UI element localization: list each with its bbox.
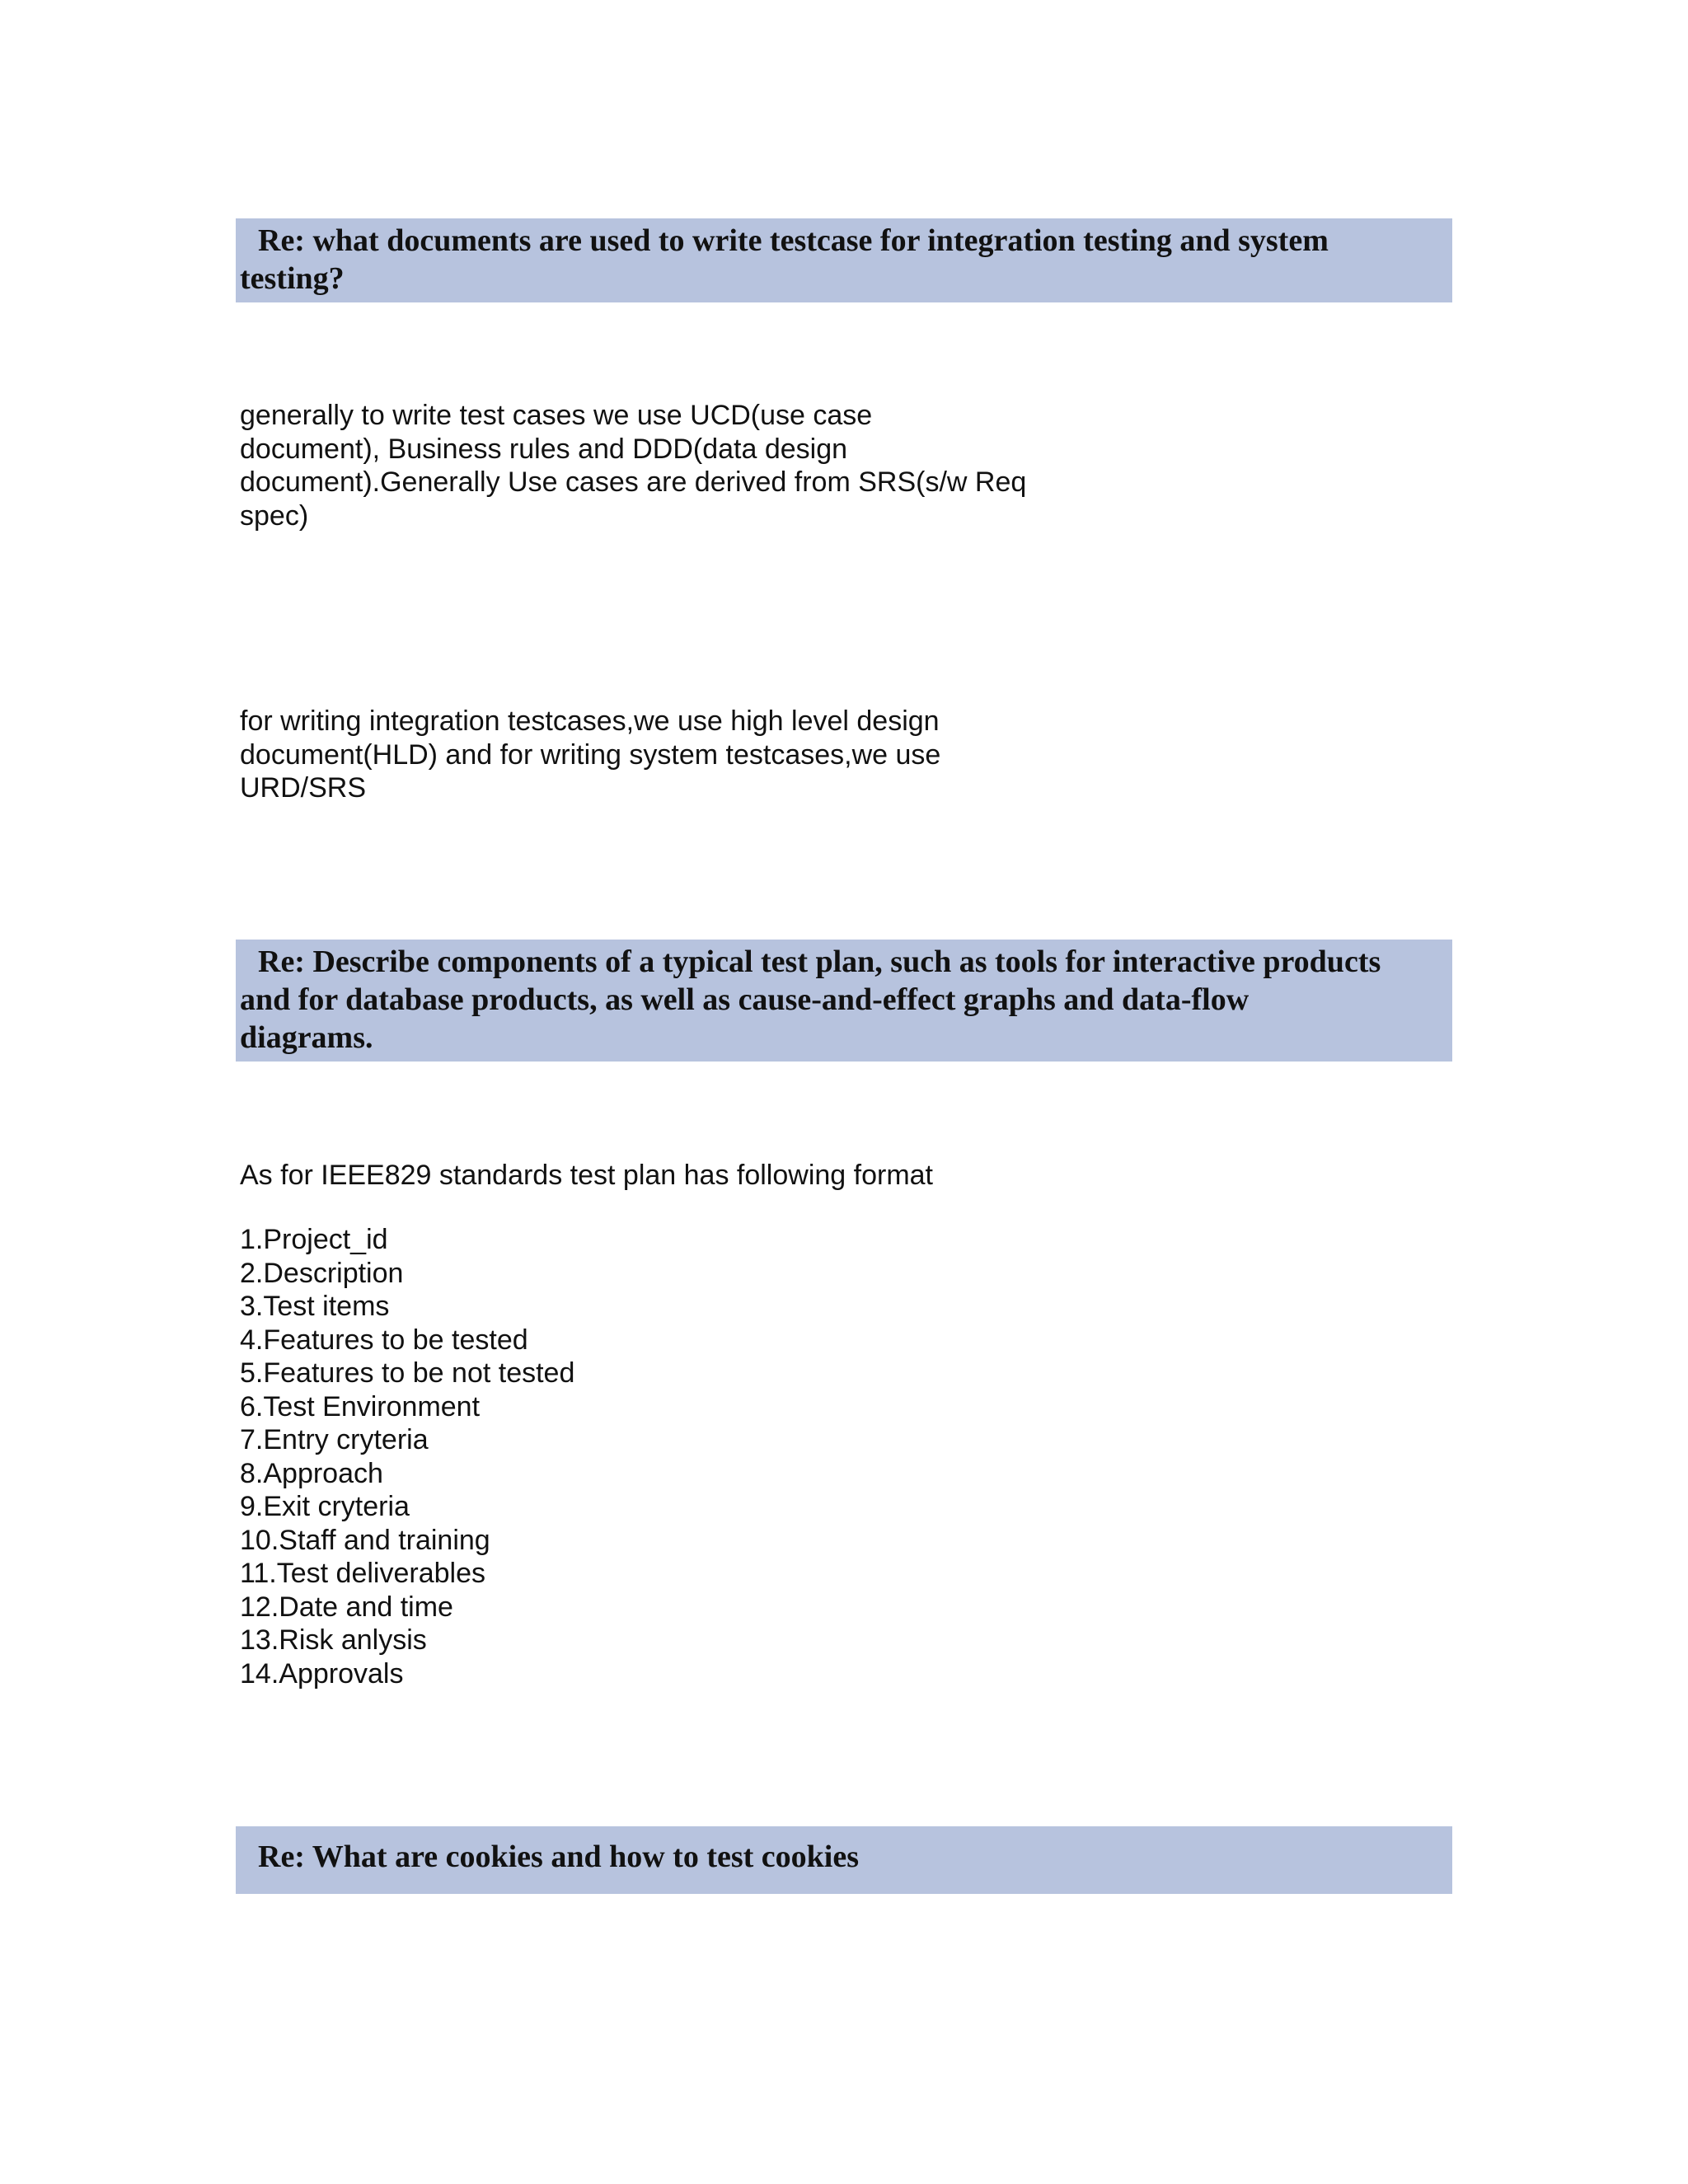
list-item: 9.Exit cryteria: [240, 1491, 410, 1522]
list-item: 3.Test items: [240, 1291, 390, 1322]
list-item: 8.Approach: [240, 1457, 383, 1489]
heading-line: diagrams.: [240, 1020, 373, 1055]
list-item: 4.Features to be tested: [240, 1324, 528, 1356]
list-item: 10.Staff and training: [240, 1524, 490, 1556]
section-heading-test-documents: [236, 218, 1452, 302]
list-item: 13.Risk anlysis: [240, 1624, 427, 1656]
heading-line: Re: what documents are used to write testcase for integration testing and system: [258, 223, 1329, 258]
list-item: 7.Entry cryteria: [240, 1424, 429, 1455]
list-item: 6.Test Environment: [240, 1390, 481, 1422]
paragraph-line: for writing integration testcases,we use high level design: [240, 705, 940, 737]
list-item: 11.Test deliverables: [240, 1558, 485, 1589]
paragraph-line: URD/SRS: [240, 772, 367, 804]
answer-paragraph-ucd: [240, 399, 1026, 532]
paragraph-line: document).Generally Use cases are derived from SRS(s/w Req: [240, 466, 1027, 498]
list-item: 14.Approvals: [240, 1657, 404, 1690]
paragraph-line: document), Business rules and DDD(data design: [240, 433, 848, 465]
paragraph-line: generally to write test cases we use UCD(use case: [240, 400, 873, 431]
test-plan-components-list: [240, 1223, 574, 1690]
paragraph-line: As for IEEE829 standards test plan has following format: [240, 1160, 934, 1191]
answer-paragraph-hld: [240, 705, 940, 805]
heading-line: Re: Describe components of a typical test plan, such as tools for interactive products: [258, 944, 1381, 979]
heading-line: Re: What are cookies and how to test cookies: [258, 1840, 859, 1874]
list-item: 1.Project_id: [240, 1224, 388, 1255]
paragraph-line: spec): [240, 499, 309, 532]
list-item: 12.Date and time: [240, 1591, 453, 1623]
heading-line: testing?: [240, 261, 345, 296]
section-heading-cookies: [236, 1826, 1452, 1894]
list-item: 2.Description: [240, 1257, 404, 1289]
answer-intro-ieee829: [240, 1159, 933, 1193]
section-heading-test-plan: [236, 940, 1452, 1062]
paragraph-line: document(HLD) and for writing system testcases,we use: [240, 738, 941, 771]
heading-line: and for database products, as well as cause-and-effect graphs and data-flow: [240, 982, 1250, 1017]
list-item: 5.Features to be not tested: [240, 1357, 575, 1389]
